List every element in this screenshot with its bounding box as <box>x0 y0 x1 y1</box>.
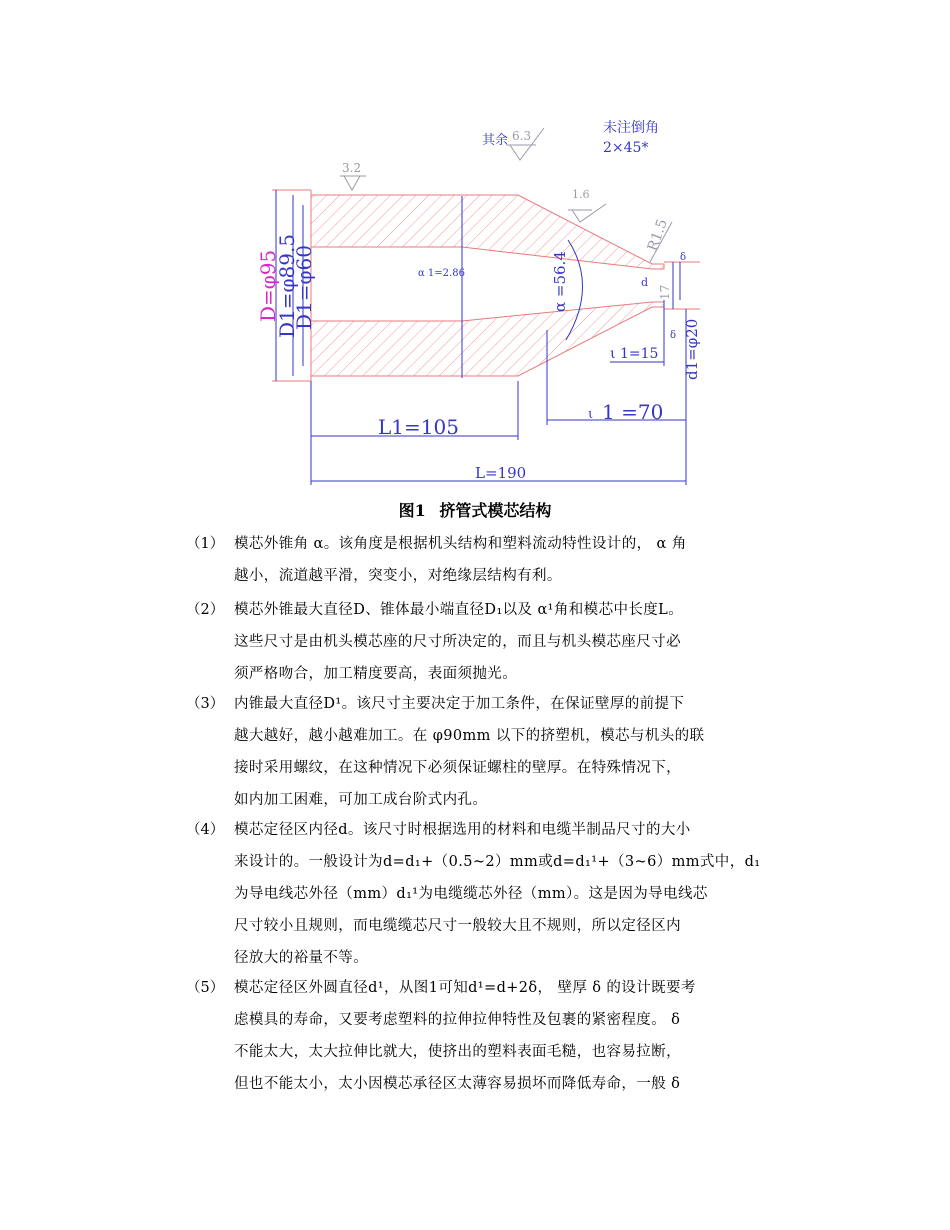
item-line: 接时采用螺纹，在这种情况下必须保证螺柱的壁厚。在特殊情况下， <box>234 760 681 776</box>
core-structure-drawing <box>0 0 950 500</box>
dim-17-label: 17 <box>658 284 672 300</box>
total-length-label: L=190 <box>475 464 527 482</box>
d1-phi20-label: d1=φ20 <box>683 318 701 380</box>
alpha-label: α =56.4 <box>551 251 569 312</box>
item-line: 模芯外锥最大直径D、锥体最小端直径D₁以及 α¹角和模芯中长度L。 <box>234 602 684 618</box>
chamfer-note-line1: 未注倒角 <box>603 120 659 136</box>
item-line: 模芯外锥角 α。该角度是根据机头结构和塑料流动特性设计的， α 角 <box>234 536 687 552</box>
item-line: 不能太大，太大拉伸比就大，使挤出的塑料表面毛糙，也容易拉断， <box>234 1044 681 1060</box>
delta-top-label: δ <box>680 252 687 263</box>
d-phi95-label: D=φ95 <box>256 249 280 322</box>
l1-big-label: 1 =70 <box>602 400 664 424</box>
big-l1-label: L1=105 <box>378 415 459 439</box>
item-number: （1） <box>186 536 225 552</box>
item-line: 如内加工困难，可加工成台阶式内孔。 <box>234 792 488 808</box>
d1-phi89-label: D1=φ89.5 <box>275 233 299 338</box>
figure-number: 图1 <box>398 501 426 520</box>
d1-phi60-label: D1=φ60 <box>292 245 316 330</box>
roughness-a-label: 3.2 <box>342 161 362 175</box>
rest-roughness-prefix: 其余 <box>482 133 509 148</box>
upper-wall-section <box>311 195 664 269</box>
item-line: 但也不能太小，太小因模芯承径区太薄容易损坏而降低寿命，一般 δ <box>234 1076 681 1092</box>
item-line: 尺寸较小且规则，而电缆缆芯尺寸一般较大且不规则，所以定径区内 <box>234 918 681 934</box>
item-line: 须严格吻合，加工精度要高，表面须抛光。 <box>234 666 518 682</box>
item-line: 径放大的裕量不等。 <box>234 950 369 966</box>
item-line: 这些尺寸是由机头模芯座的尺寸所决定的，而且与机头模芯座尺寸必 <box>234 634 681 650</box>
item-number: （2） <box>186 602 225 618</box>
item-line: 为导电线芯外径（mm）d₁¹为电缆缆芯外径（mm）。这是因为导电线芯 <box>234 886 708 902</box>
lower-wall-section <box>311 302 664 376</box>
item-line: 模芯定径区外圆直径d¹，从图1可知d¹=d+2δ， 壁厚 δ 的设计既要考 <box>234 980 696 996</box>
d-label: d <box>641 276 649 289</box>
figure-title: 挤管式模芯结构 <box>439 501 552 520</box>
item-line: 内锥最大直径D¹。该尺寸主要决定于加工条件，在保证壁厚的前提下 <box>234 696 685 712</box>
alpha1-label: α 1=2.86 <box>418 268 465 279</box>
item-line: 越小，流道越平滑，突变小，对绝缘层结构有利。 <box>234 568 562 584</box>
l1-small-label: ι 1=15 <box>610 346 659 362</box>
item-line: 模芯定径区内径d。该尺寸时根据选用的材料和电缆半制品尺寸的大小 <box>234 822 691 838</box>
item-line: 越大越好，越小越难加工。在 φ90mm 以下的挤塑机，模芯与机头的联 <box>234 728 705 744</box>
item-number: （5） <box>186 980 225 996</box>
rest-roughness-value: 6.3 <box>512 129 532 143</box>
item-line: 虑模具的寿命，又要考虑塑料的拉伸拉伸特性及包裹的紧密程度。 δ <box>234 1012 681 1028</box>
l1-big-prefix: ι <box>588 407 594 422</box>
delta-bottom-label: δ <box>670 330 677 341</box>
item-number: （3） <box>186 696 225 712</box>
figure-caption <box>0 498 950 521</box>
item-line: 来设计的。一般设计为d=d₁+（0.5~2）mm或d=d₁¹+（3~6）mm式中，d₁ <box>234 854 761 870</box>
radius-label: R1.5 <box>644 217 671 254</box>
roughness-b-label: 1.6 <box>572 188 590 201</box>
chamfer-note-line2: 2×45* <box>603 140 649 156</box>
item-number: （4） <box>186 822 225 838</box>
